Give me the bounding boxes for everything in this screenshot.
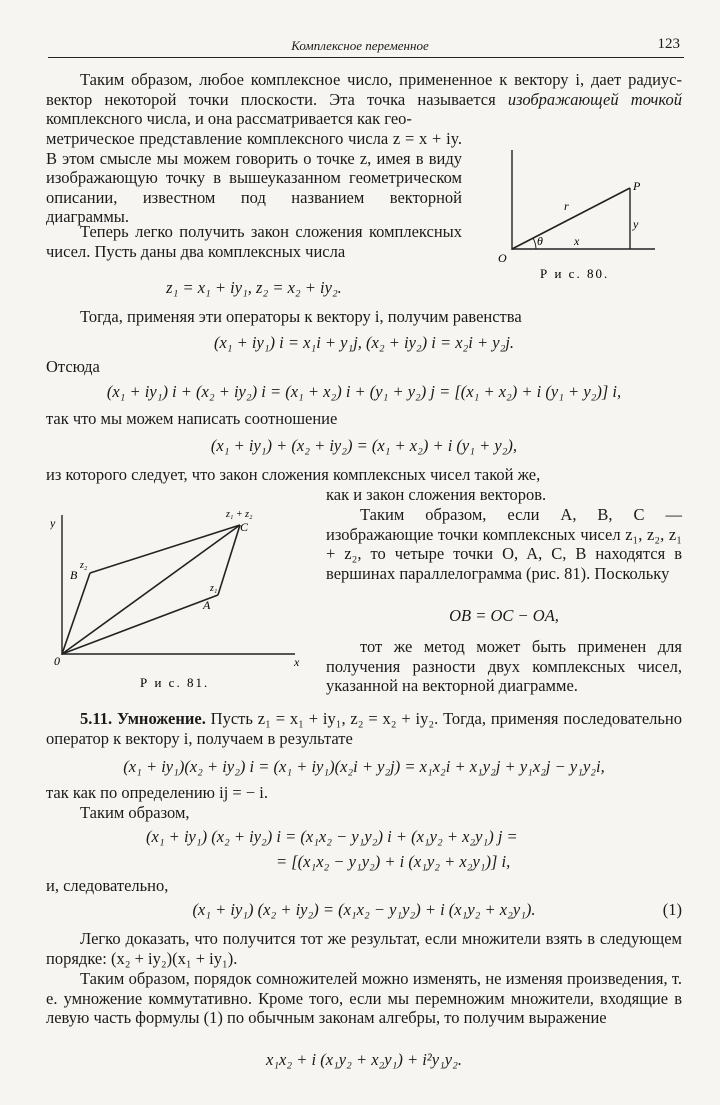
paragraph-conclusion-a: из которого следует, что закон сложения комплексных чисел такой же, (46, 465, 541, 484)
equation-number-1: (1) (662, 900, 682, 919)
fig80-angle-arc (533, 238, 536, 249)
fig81-label-B: B (70, 568, 78, 582)
equation-z1-z2: z₁ = x₁ + iy₁, z₂ = x₂ + iy₂. (166, 278, 342, 297)
equation-vectors-OB (326, 606, 682, 626)
fig80-label-r: r (564, 199, 569, 213)
equation-vectors-OB-text: OB = OC − OA, (449, 606, 559, 625)
paragraph-addition-law: Теперь легко получить закон сложения комплексных чисел. Пусть даны два комплексных числа (46, 222, 462, 261)
equation-product-result: (x₁ + iy₁) (x₂ + iy₂) = (x₁x₂ − y₁y₂) + i (x₁y₂ + x₂y₁). (192, 900, 536, 919)
fig81-label-z1: z₁ (210, 583, 218, 594)
fig81-label-z1z2: z₁ + z₂ (226, 509, 253, 520)
paragraph-thus: Таким образом, (80, 803, 190, 822)
equation-sum-vectors: (x₁ + iy₁) i + (x₂ + iy₂) i = (x₁ + x₂) i + (y₁ + y₂) j = [(x₁ + x₂) + i (y₁ + y₂)] i, (106, 382, 622, 401)
equation-product-i: (x₁ + iy₁)(x₂ + iy₂) i = (x₁ + iy₁)(x₂i + y₂j) = x₁x₂i + x₁y₂j + y₁x₂j − y₁y₂i, (123, 757, 605, 776)
fig80-radius-vector (512, 188, 630, 249)
equation-product-b: = [(x₁x₂ − y₁y₂) + i (x₁y₂ + x₂y₁)] i, (276, 852, 511, 871)
paragraph-intro: Таким образом, любое комплексное число, примененное к вектору i, дает радиус-вектор некоторой точки плоскости. Эта точка называется изображающей точкой комплексного числа, и она рассматривается как гео- (46, 70, 682, 128)
paragraph-by-definition: так как по определению ij = − i. (46, 783, 269, 802)
fig81-side-AC (218, 525, 240, 595)
fig81-vector-OB (62, 573, 90, 654)
fig81-label-O: 0 (54, 654, 60, 668)
paragraph-consequently: и, следовательно, (46, 876, 169, 895)
equation-sum: (x₁ + iy₁) + (x₂ + iy₂) = (x₁ + x₂) + i (y₁ + y₂), (210, 436, 518, 455)
paragraph-parallelogram: Таким образом, если A, B, C — изображающие точки комплексных чисел z₁, z₂, z₁ + z₂, то четыре точки O, A, C, B находятся в вершинах параллелограмма (рис. 81). Поскольку (326, 505, 682, 583)
figure-81 (50, 505, 310, 690)
paragraph-intro-cont: метрическое представление комплексного числа z = x + iy. В этом смысле мы можем говорить о точке z, имея в виду изображающую точку в вышеуказанном геометрическом описании, известном под названием векторной диаграммы. (46, 129, 462, 226)
fig80-label-theta: θ (537, 234, 543, 248)
equation-product-a: (x₁ + iy₁) (x₂ + iy₂) i = (x₁x₂ − y₁y₂) i + (x₁y₂ + x₂y₁) j = (146, 827, 518, 846)
equation-expanded: x₁x₂ + i (x₁y₂ + x₂y₁) + i²y₁y₂. (266, 1050, 462, 1069)
fig80-label-O: O (498, 251, 507, 265)
fig81-label-z2: z₂ (80, 560, 88, 571)
paragraph-difference: тот же метод может быть применен для получения разности двух комплексных чисел, указанной на векторной диаграмме. (326, 637, 682, 695)
fig81-label-A: A (203, 598, 211, 612)
fig80-label-y: y (633, 217, 639, 231)
fig81-side-BC (90, 525, 240, 573)
fig80-label-x: x (574, 234, 580, 248)
paragraph-easy-to-prove: Легко доказать, что получится тот же результат, если множители взять в следующем порядке: (x₂ + iy₂)(x₁ + iy₁). (46, 929, 682, 968)
section-5-11-title: 5.11. Умножение. (80, 709, 206, 728)
paragraph-conclusion-b: как и закон сложения векторов. (326, 485, 547, 504)
paragraph-relation: так что мы можем написать соотношение (46, 409, 338, 428)
equation-operators: (x₁ + iy₁) i = x₁i + y₁j, (x₂ + iy₂) i = x₂i + y₂j. (213, 333, 515, 352)
fig80-caption: Р и с. 80. (540, 266, 610, 281)
paragraph-commutative: Таким образом, порядок сомножителей можно изменять, не изменяя произведения, т. е. умножение коммутативно. Кроме того, если мы перемножим множители, входящие в левую часть формулы (1) по обычным законам алгебры, то получим выражение (46, 969, 682, 1027)
fig81-label-y: y (50, 516, 56, 530)
fig81-caption: Р и с. 81. (140, 675, 210, 690)
section-5-11: 5.11. Умножение. Пусть z₁ = x₁ + iy₁, z₂ = x₂ + iy₂. Тогда, применяя последовательно оператор к вектору i, получаем в результате (46, 709, 683, 748)
fig81-label-x: x (294, 655, 300, 669)
fig80-label-P: P (633, 179, 641, 193)
page-number: 123 (657, 36, 680, 52)
figure-80 (490, 150, 660, 285)
running-title: Комплексное переменное (291, 38, 429, 53)
fig81-label-C: C (240, 520, 249, 534)
paragraph-hence: Отсюда (46, 357, 100, 376)
header-rule (48, 57, 684, 58)
fig81-vector-OA (62, 595, 218, 654)
paragraph-operators: Тогда, применяя эти операторы к вектору i, получим равенства (80, 307, 522, 326)
